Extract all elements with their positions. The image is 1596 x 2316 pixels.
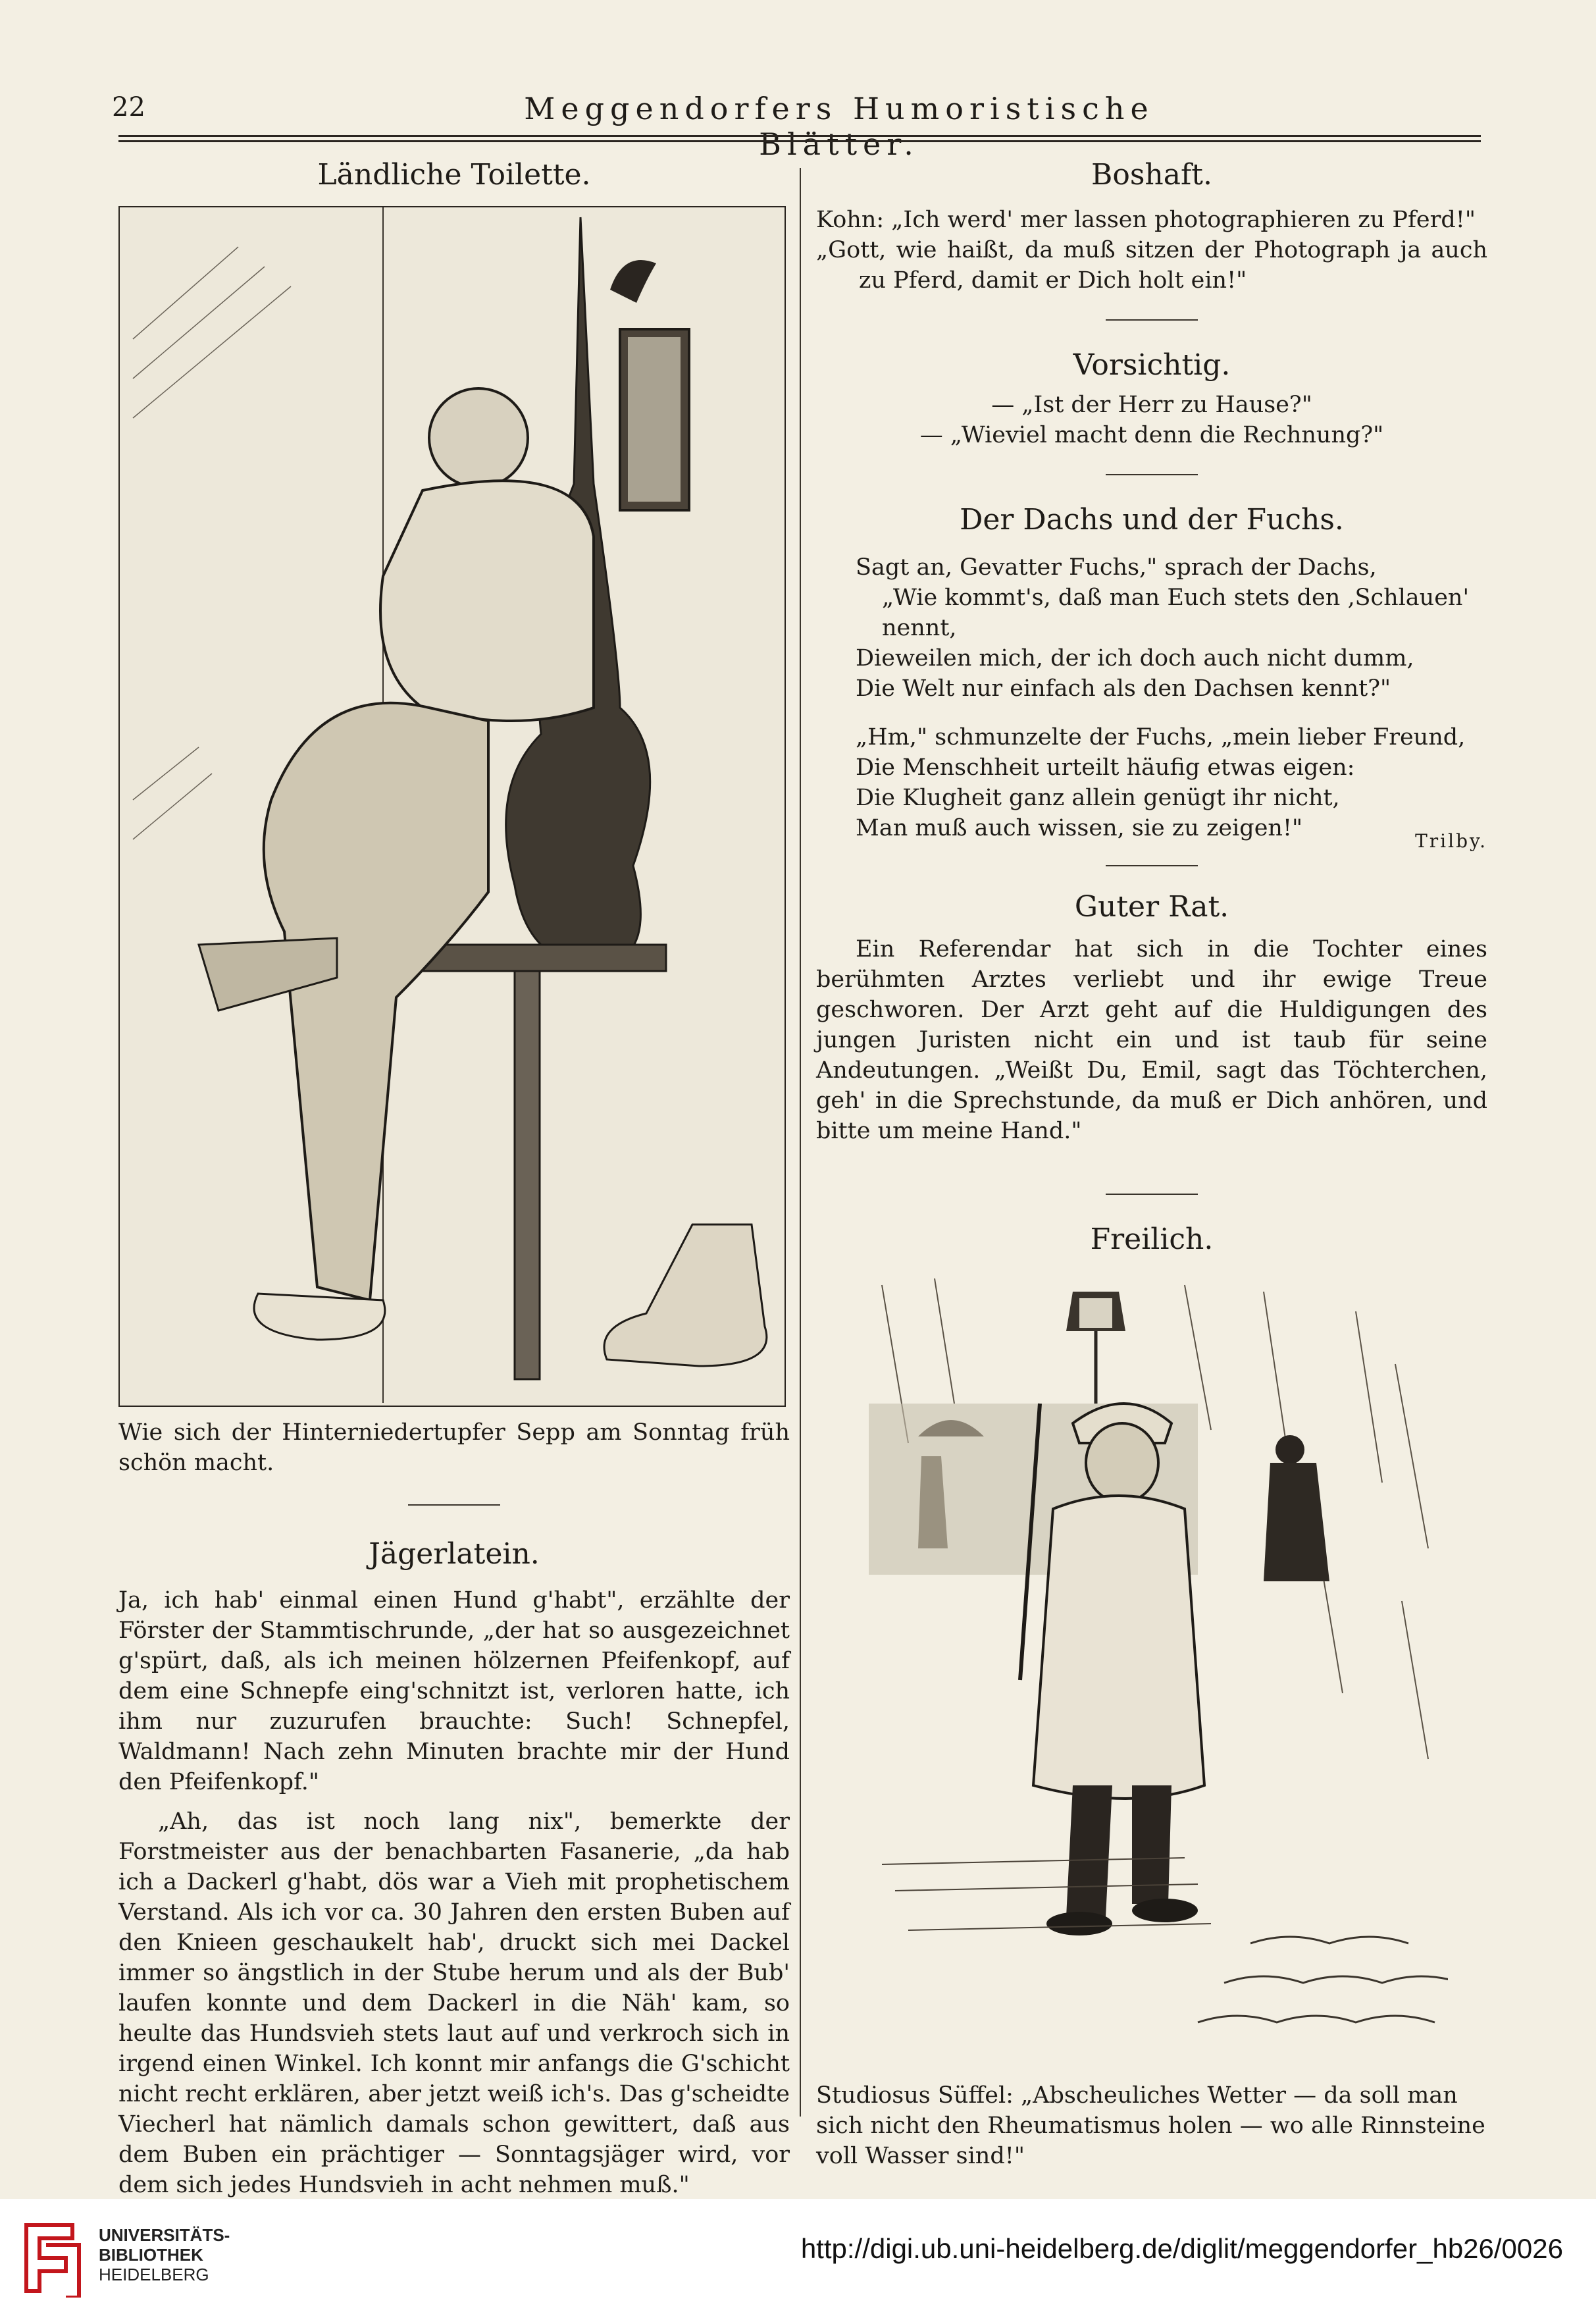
source-url-link[interactable]: http://digi.ub.uni-heidelberg.de/diglit/meggendorfer_hb26/0026 <box>800 2233 1563 2264</box>
library-name-line: UNIVERSITÄTS- <box>99 2225 230 2245</box>
paragraph-guter-rat: Ein Referendar hat sich in die Tochter eines berühmten Arztes verliebt und ihr ewige Treue geschworen. Der Arzt geht auf die Huldigungen des jungen Juristen nicht ein und ist taub für seine Andeutungen. „Weißt Du, Emil, sagt das Töchterchen, geh' in die Sprechstunde, da muß er Dich anhören, und bitte um meine Hand." <box>816 936 1487 1144</box>
page-number: 22 <box>112 92 145 122</box>
poem-stanza-1 <box>816 552 1487 704</box>
separator-line <box>1106 865 1198 866</box>
article-title-freilich: Freilich. <box>1090 1223 1214 1256</box>
illustration-toilette <box>118 206 786 1407</box>
column-separator <box>800 168 801 2117</box>
vorsichtig-line-2: — „Wieviel macht denn die Rechnung?" <box>919 422 1384 448</box>
poem-line: „Wie kommt's, daß man Euch stets den ‚Schlauen' nennt, <box>882 585 1470 641</box>
poem-stanza-2 <box>816 722 1487 843</box>
article-title-jaegerlatein: Jägerlatein. <box>369 1537 540 1571</box>
footer-bar <box>0 2199 1596 2316</box>
header-rule <box>118 135 1481 137</box>
article-title-dachs-fuchs: Der Dachs und der Fuchs. <box>960 503 1344 537</box>
engraving-student-in-rain <box>856 1272 1448 2075</box>
library-name <box>99 2225 230 2284</box>
article-title-laendliche-toilette: Ländliche Toilette. <box>317 158 591 192</box>
engraving-man-shaving <box>120 207 782 1403</box>
library-logo-icon <box>20 2219 82 2298</box>
separator-line <box>1106 319 1198 321</box>
vorsichtig-line-1: — „Ist der Herr zu Hause?" <box>991 392 1312 418</box>
running-title: Meggendorfers Humoristische Blätter. <box>524 91 1154 162</box>
separator-line <box>1106 474 1198 475</box>
poem-line: Die Menschheit urteilt häufig etwas eigen: <box>856 754 1355 781</box>
article-title-boshaft: Boshaft. <box>1091 158 1212 192</box>
paragraph-jaegerlatein-2: „Ah, das ist noch lang nix", bemerkte der Forstmeister aus der benachbarten Fasanerie, „da hab ich a Dackerl g'habt, dös war a Vieh mit prophetischem Verstand. Als ich vor ca. 30 Jahren den ersten Buben auf den Knieen geschaukelt hab', druckt sich mei Dackel immer so ängstlich in der Stube herum und als der Bub' laufen konnte und dem Dackerl in die Näh' kam, so heulte das Hundsvieh stets laut auf und verkroch sich in irgend einen Winkel. Ich konnt mir anfangs die G'schicht nicht recht erklären, aber jetzt weiß ich's. Das g'scheidte Viecherl hat nämlich damals schon gewittert, daß aus dem Buben ein prächtiger — Sonntagsjäger wird, vor dem sich jedes Hundsvieh in acht nehmen muß." <box>118 1808 790 2198</box>
figure-caption-freilich: Studiosus Süffel: „Abscheuliches Wetter — da soll man sich nicht den Rheumatismus holen — wo alle Rinnsteine voll Wasser sind!" <box>816 2082 1485 2169</box>
header-rule-second <box>118 140 1481 142</box>
article-title-guter-rat: Guter Rat. <box>1074 890 1229 924</box>
poem-line: Die Welt nur einfach als den Dachsen kennt?" <box>856 675 1391 702</box>
poem-line: Die Klugheit ganz allein genügt ihr nicht, <box>856 785 1340 811</box>
poem-line: Man muß auch wissen, sie zu zeigen!" <box>856 815 1303 841</box>
library-name-line: BIBLIOTHEK <box>99 2245 203 2265</box>
boshaft-line-2: „Gott, wie haißt, da muß sitzen der Photograph ja auch zu Pferd, damit er Dich holt ein!" <box>816 237 1487 294</box>
paragraph-jaegerlatein-1: Ja, ich hab' einmal einen Hund g'habt", erzählte der Förster der Stammtischrunde, „der hat so ausgezeichnet g'spürt, daß, als ich meinen hölzernen Pfeifenkopf, auf dem eine Schnepfe eing'schnitzt ist, verloren hatte, ich ihm nur zuzurufen brauchte: Such! Schnepfel, Waldmann! Nach zehn Minuten brachte mir der Hund den Pfeifenkopf." <box>118 1587 790 1795</box>
right-column <box>816 158 1487 2171</box>
figure-caption-toilette: Wie sich der Hinterniedertupfer Sepp am Sonntag früh schön macht. <box>118 1419 790 1476</box>
poem-line: Sagt an, Gevatter Fuchs," sprach der Dachs, <box>856 554 1377 581</box>
library-name-line: HEIDELBERG <box>99 2265 209 2284</box>
poem-signature: Trilby. <box>1415 830 1487 852</box>
poem-line: „Hm," schmunzelte der Fuchs, „mein lieber Freund, <box>856 724 1466 750</box>
article-title-vorsichtig: Vorsichtig. <box>1073 348 1231 382</box>
separator-line <box>1106 1194 1198 1195</box>
left-column <box>118 158 790 2200</box>
illustration-freilich <box>856 1272 1448 2075</box>
separator-line <box>408 1504 500 1506</box>
poem-line: Dieweilen mich, der ich doch auch nicht dumm, <box>856 645 1414 671</box>
boshaft-line-1: Kohn: „Ich werd' mer lassen photographieren zu Pferd!" <box>816 207 1476 233</box>
